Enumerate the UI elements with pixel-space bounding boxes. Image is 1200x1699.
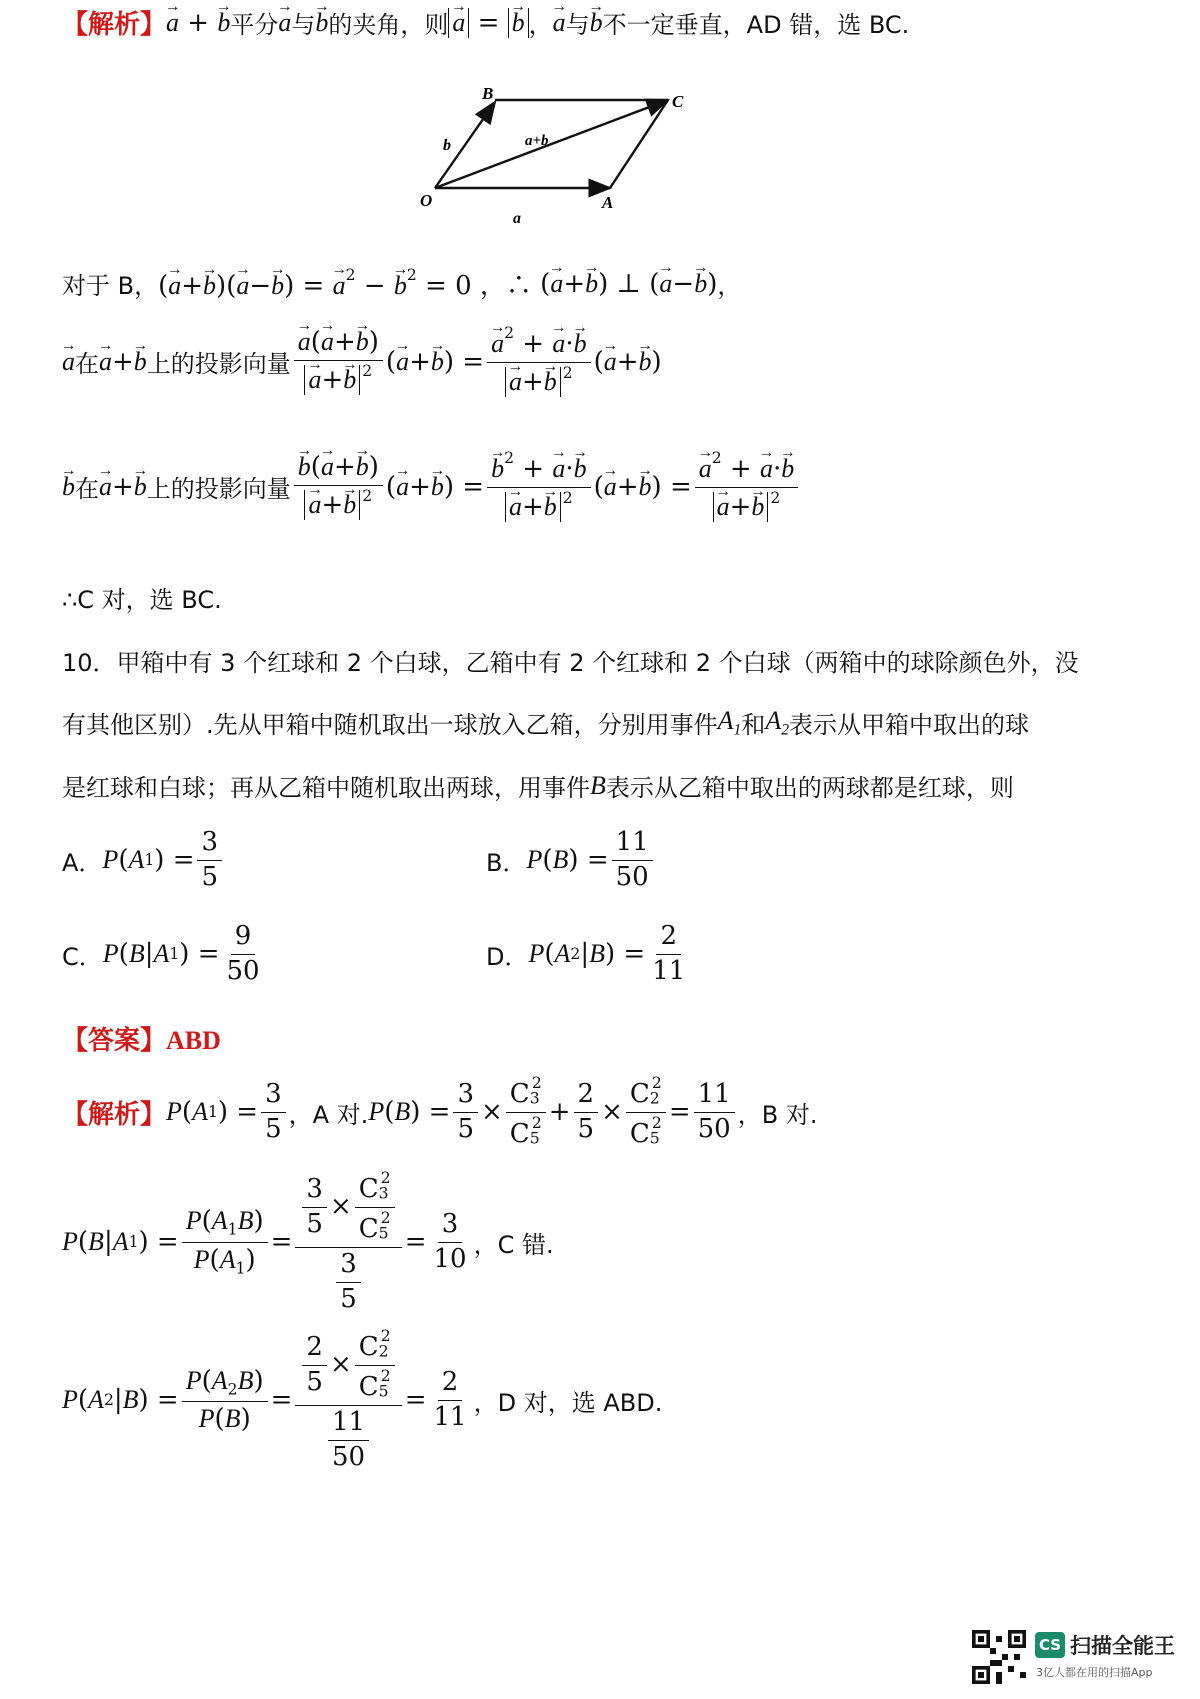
abs-a: → a bbox=[448, 8, 469, 38]
for-b-eq: = 0 ，∴ bbox=[425, 271, 532, 301]
solution-line-1: 【解析】 P ( A 1 ) = $\frac{3}{5}$ ，A 对. P ( B ) = $\frac{3}{5}$ × $\frac{C3^2}{C5^2}$ + $\frac{2}{5}$ × $\frac{C2^2}{C5^2}$ = $\frac{11}{50}$ ，B 对. bbox=[62, 1074, 818, 1149]
option-d-num: 2 bbox=[656, 922, 681, 955]
option-d-label: D． bbox=[486, 942, 529, 971]
option-c-den: 50 bbox=[226, 955, 260, 986]
text-angle: 的夹角，则 bbox=[328, 11, 449, 39]
option-a-label: A． bbox=[62, 848, 103, 877]
parallelogram-figure bbox=[410, 80, 710, 230]
label-o: O bbox=[420, 191, 433, 210]
solution-s2: ，B 对. bbox=[737, 1100, 818, 1129]
segment-ca bbox=[610, 100, 668, 188]
label-vec-a: a bbox=[513, 210, 521, 227]
option-b-label: B． bbox=[486, 848, 527, 877]
scanner-app-title: 扫描全能王 bbox=[1070, 1634, 1175, 1658]
for-b-line: 对于 B， (→ a+→ b)(→ a−→ b) = → $a^2$ − → $b^2$ = 0 ，∴ (→ a+→ b) ⊥ (→ a−→ b) ， bbox=[62, 265, 741, 302]
option-c-label: C． bbox=[62, 942, 103, 971]
q10-line-3a: 是红球和白球；再从乙箱中随机取出两球，用事件 bbox=[62, 774, 590, 802]
proj-b-frac-3: → $a^2$ + → a·→ b → a+→ b $^2$ bbox=[695, 450, 799, 523]
abs-b: → b bbox=[508, 8, 529, 38]
q10-line-2: 有其他区别）.先从甲箱中随机取出一球放入乙箱，分别用事件 $A_1$ 和 $A_2$ 表示从甲箱中取出的球 bbox=[62, 705, 1030, 739]
option-c: C． P ( B | A 1 ) = $\frac{9}{50}$ bbox=[62, 922, 267, 987]
conclusion-text: ∴C 对，选 BC. bbox=[62, 586, 222, 614]
option-b-num: 11 bbox=[612, 828, 653, 861]
for-b-lead: 对于 B， bbox=[62, 272, 159, 300]
option-d-den: 11 bbox=[652, 955, 686, 986]
option-b-frac bbox=[612, 828, 653, 893]
label-a: A bbox=[602, 193, 614, 212]
text-comma: ， bbox=[528, 11, 553, 39]
label-c: C bbox=[672, 92, 684, 111]
vec-a: → a bbox=[166, 8, 179, 38]
answer-value: ABD bbox=[166, 1026, 221, 1055]
projection-b-line: → b 在 → a + → b 上的投影向量 → b(→ a+→ b) → a+→ b $^2$ (→ a+→ b) = → $b^2$ + → a·→ b → a+→ b $^2$ (→ a+→ b) = → $a^2$ + → a·→ b → a+→ b $^2$ bbox=[62, 450, 801, 523]
proj-a-frac-2: → $a^2$ + → a·→ b → a+→ b $^2$ bbox=[487, 325, 591, 398]
text-not-perp: 不一定垂直，AD 错，选 BC. bbox=[602, 11, 910, 39]
answer-line bbox=[62, 1020, 221, 1057]
solution-tag: 【解析】 bbox=[62, 1099, 167, 1130]
proj-b-on: 在 bbox=[75, 475, 99, 504]
solution-s3: ，C 错. bbox=[473, 1230, 554, 1259]
option-d: D． P ( A 2 | B ) = $\frac{2}{11}$ bbox=[486, 922, 692, 987]
q10-line-2a: 有其他区别）.先从甲箱中随机取出一球放入乙箱，分别用事件 bbox=[62, 711, 718, 739]
label-b: B bbox=[482, 84, 494, 103]
proj-a-tail: 上的投影向量 bbox=[146, 350, 291, 379]
vec-a: → a bbox=[278, 8, 291, 38]
label-vec-ab: a+b bbox=[525, 133, 549, 149]
proj-a-on: 在 bbox=[75, 350, 99, 379]
vec-b: → b bbox=[315, 8, 328, 38]
label-vec-b: b bbox=[443, 137, 451, 154]
option-c-num: 9 bbox=[231, 922, 256, 955]
option-a-den: 5 bbox=[201, 861, 219, 892]
vector-oc bbox=[435, 100, 668, 188]
option-d-frac bbox=[648, 922, 689, 987]
for-b-comma: ， bbox=[717, 272, 742, 300]
q10-line-3: 是红球和白球；再从乙箱中随机取出两球，用事件 B 表示从乙箱中取出的两球都是红球，则 bbox=[62, 768, 1014, 803]
solution-s1: ，A 对. bbox=[288, 1100, 369, 1129]
q10-line-1: 10．甲箱中有 3 个红球和 2 个白球，乙箱中有 2 个红球和 2 个白球（两箱中的球除颜色外，没 bbox=[62, 649, 1079, 677]
solution-s4: ，D 对，选 ABD. bbox=[473, 1388, 663, 1417]
proj-a-frac-1: → a(→ a+→ b) → a+→ b $^2$ bbox=[294, 327, 383, 396]
projection-a-line: → a 在 → a + → b 上的投影向量 → a(→ a+→ b) → a+→ b $^2$ (→ a+→ b) = → $a^2$ + → a·→ b → a+→ b $^2$ (→ a+→ b) bbox=[62, 325, 662, 398]
option-c-frac bbox=[222, 922, 263, 987]
q10-line-2c: 表示从甲箱中取出的球 bbox=[789, 711, 1030, 739]
solution-line-3: P ( A 2 | B ) = $\frac{P(A_2B)}{P(B)}$ = $\frac{2}{5}$ × $\frac{C2^2}{C5^2}$ $\frac{11}{50}$ = $\frac{2}{11}$ ，D 对，选 ABD. bbox=[62, 1327, 663, 1472]
option-a-num: 3 bbox=[197, 828, 222, 861]
q10-line-2b: 和 bbox=[741, 711, 766, 739]
proj-b-tail: 上的投影向量 bbox=[146, 475, 291, 504]
q10-line-3b: 表示从乙箱中取出的两球都是红球，则 bbox=[605, 774, 1014, 802]
option-b-den: 50 bbox=[615, 861, 649, 892]
scanner-app-subtitle: 3亿人都在用的扫描App bbox=[1036, 1666, 1153, 1679]
vec-a: → a bbox=[553, 8, 566, 38]
option-a: A． P ( A 1 ) = $\frac{3}{5}$ bbox=[62, 828, 225, 893]
cs-logo-badge: CS bbox=[1035, 1632, 1065, 1658]
qr-code-icon bbox=[972, 1630, 1026, 1684]
answer-tag: 【答案】 bbox=[62, 1026, 167, 1056]
option-a-frac bbox=[197, 828, 222, 893]
option-b: B． P ( B ) = $\frac{11}{50}$ bbox=[486, 828, 656, 893]
text-and-2: 与 bbox=[565, 11, 590, 39]
text-bisect: 平分 bbox=[230, 11, 279, 39]
analysis-line-1: 【解析】 → a + → b 平分 → a 与 → b 的夹角，则 → a = → b ， → a 与 → b 不一定垂直，AD 错，选 BC. bbox=[62, 4, 909, 41]
proj-b-frac-2: → $b^2$ + → a·→ b → a+→ b $^2$ bbox=[487, 450, 591, 523]
proj-b-frac-1: → b(→ a+→ b) → a+→ b $^2$ bbox=[294, 452, 383, 521]
analysis-tag: 【解析】 bbox=[62, 10, 167, 40]
solution-line-2: P ( B | A 1 ) = $\frac{P(A_1B)}{P(A_1)}$ = $\frac{3}{5}$ × $\frac{C3^2}{C5^2}$ $\frac{3}{5}$ = $\frac{3}{10}$ ，C 错. bbox=[62, 1169, 554, 1314]
vec-b: → b bbox=[590, 8, 603, 38]
text-and: 与 bbox=[291, 11, 316, 39]
vec-b: → b bbox=[217, 8, 230, 38]
